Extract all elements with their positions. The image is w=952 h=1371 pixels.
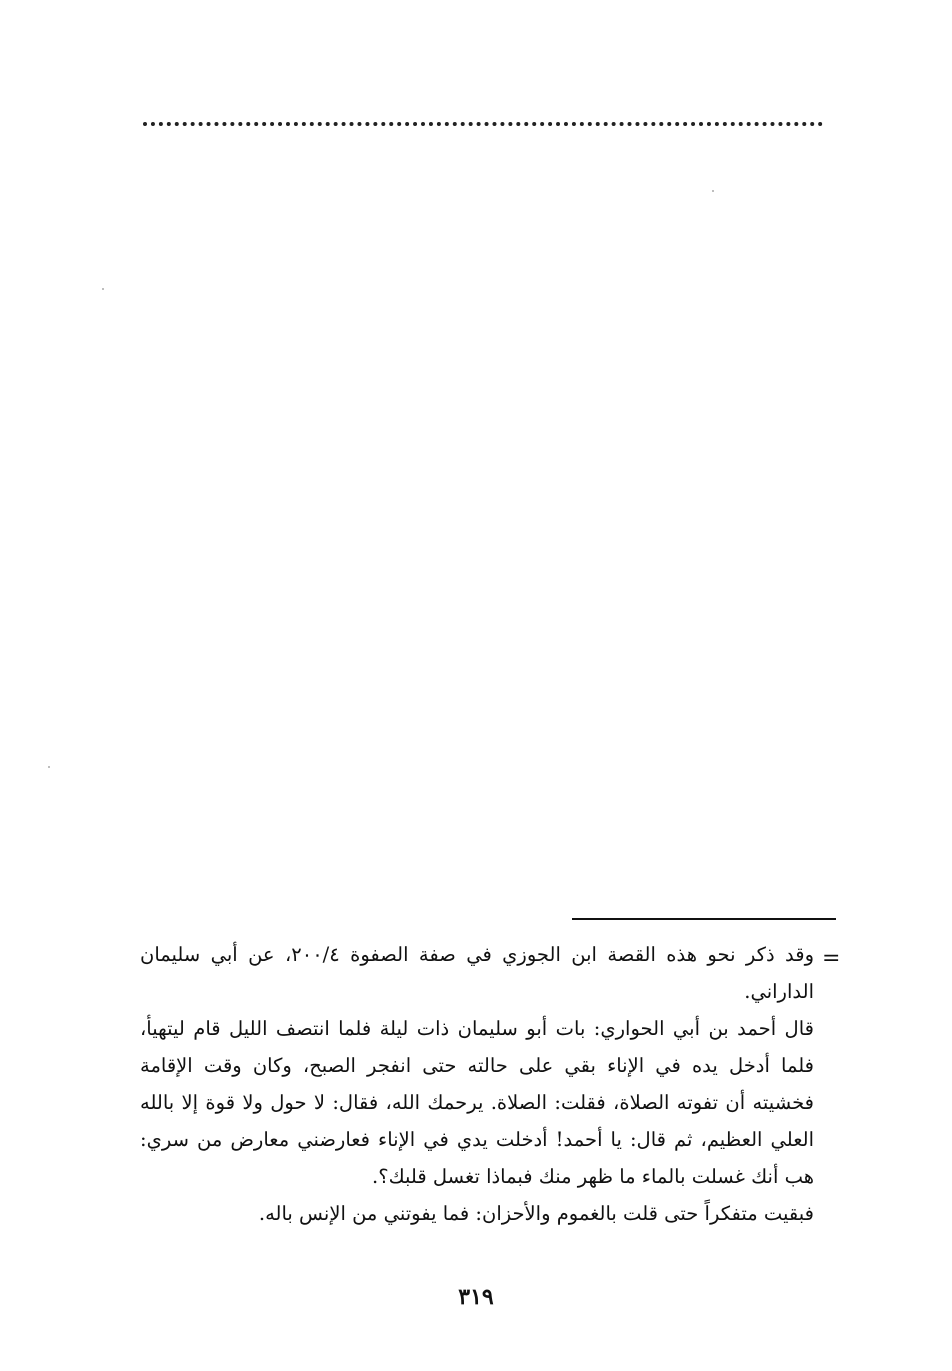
footnote-paragraph: وقد ذكر نحو هذه القصة ابن الجوزي في صفة الصفوة ٢٠٠/٤، عن أبي سليمان الداراني.: [140, 943, 814, 1003]
scan-speck: [102, 288, 104, 290]
continuation-mark: =: [822, 946, 841, 971]
footnote-separator-line: [572, 918, 836, 920]
footnote-block: [140, 936, 814, 1232]
footnote-paragraph: قال أحمد بن أبي الحواري: بات أبو سليمان ذات ليلة فلما انتصف الليل قام ليتهيأ، فلما أدخل يده في الإناء بقي على حالته حتى انفجر الصبح، وكان وقت الإقامة فخشيته أن تفوته الصلاة، فقلت: الصلاة. يرحمك الله، فقال: لا حول ولا قوة إلا بالله العلي العظيم، ثم قال: يا أحمد! أدخلت يدي في الإناء فعارضني معارض من سري: هب أنك غسلت بالماء ما ظهر منك فبماذا تغسل قلبك؟.: [140, 1017, 814, 1188]
footnote-paragraph: فبقيت متفكراً حتى قلت بالغموم والأحزان: فما يفوتني من الإنس باله.: [258, 1202, 814, 1225]
scan-speck: [48, 766, 50, 768]
page-number: ٣١٩: [458, 1284, 494, 1310]
dotted-separator: [143, 122, 823, 126]
scan-speck: [712, 190, 714, 192]
